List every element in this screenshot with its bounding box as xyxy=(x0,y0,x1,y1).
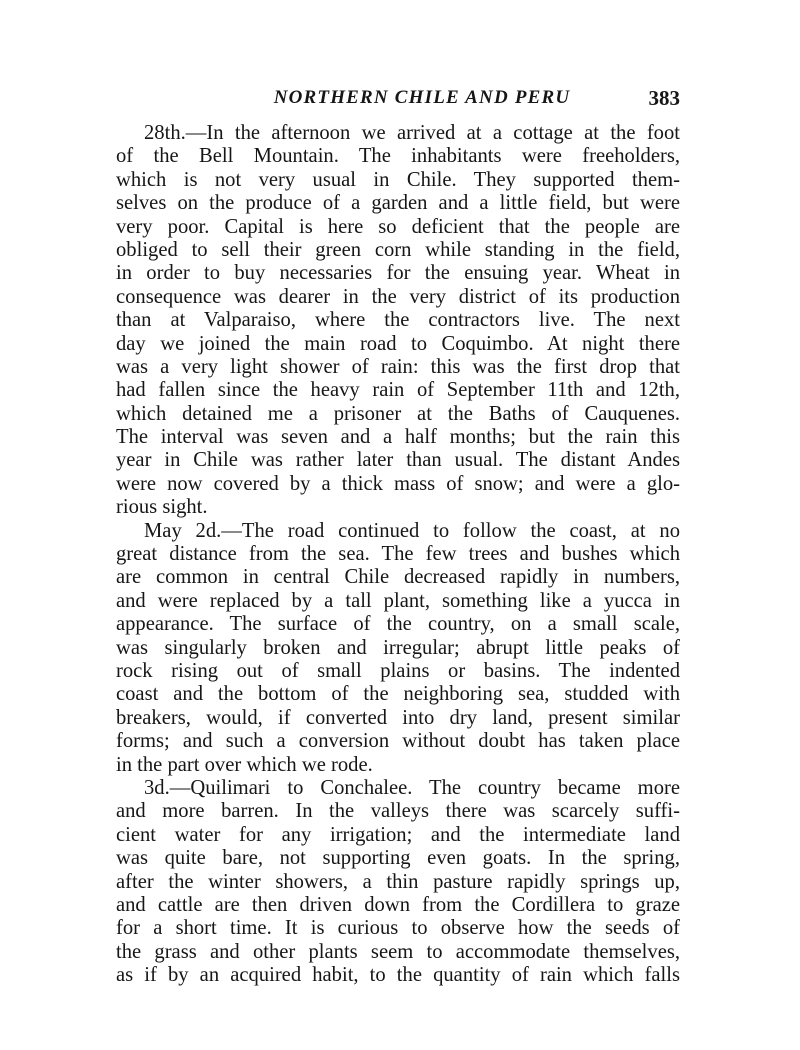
text-line: as if by an acquired habit, to the quantity of rain which falls xyxy=(116,964,680,987)
text-line: May 2d.—The road continued to follow the coast, at no xyxy=(144,519,680,542)
text-line: and more barren. In the valleys there was scarcely suffi- xyxy=(116,800,680,823)
text-line: was quite bare, not supporting even goats. In the spring, xyxy=(116,847,680,870)
text-line: after the winter showers, a thin pasture rapidly springs up, xyxy=(116,870,680,893)
text-line: are common in central Chile decreased rapidly in numbers, xyxy=(116,566,680,589)
text-line: rious sight. xyxy=(116,496,208,519)
text-line: in the part over which we rode. xyxy=(116,753,373,776)
text-line: The interval was seven and a half months; but the rain this xyxy=(116,426,680,449)
text-line: had fallen since the heavy rain of September 11th and 12th, xyxy=(116,379,680,402)
text-line: great distance from the sea. The few trees and bushes which xyxy=(116,543,680,566)
text-line: which detained me a prisoner at the Baths of Cauquenes. xyxy=(116,402,680,425)
text-line: of the Bell Mountain. The inhabitants were freeholders, xyxy=(116,145,680,168)
text-line: year in Chile was rather later than usual. The distant Andes xyxy=(116,449,680,472)
text-line: and cattle are then driven down from the Cordillera to graze xyxy=(116,893,680,916)
text-line: cient water for any irrigation; and the intermediate land xyxy=(116,823,680,846)
text-line: coast and the bottom of the neighboring sea, studded with xyxy=(116,683,680,706)
text-line: was a very light shower of rain: this was the first drop that xyxy=(116,355,680,378)
text-line: 28th.—In the afternoon we arrived at a cottage at the foot xyxy=(144,122,680,144)
text-line: 3d.—Quilimari to Conchalee. The country became more xyxy=(144,776,680,799)
text-line: in order to buy necessaries for the ensuing year. Wheat in xyxy=(116,262,680,285)
text-line: were now covered by a thick mass of snow; and were a glo- xyxy=(116,472,680,495)
running-head xyxy=(116,86,680,116)
text-line: selves on the produce of a garden and a little field, but were xyxy=(116,192,680,215)
text-line: very poor. Capital is here so deficient that the people are xyxy=(116,215,680,238)
text-line: consequence was dearer in the very district of its production xyxy=(116,285,680,308)
text-line: breakers, would, if converted into dry land, present similar xyxy=(116,706,680,729)
text-line: forms; and such a conversion without doubt has taken place xyxy=(116,730,680,753)
text-line: than at Valparaiso, where the contractors live. The next xyxy=(116,309,680,332)
running-title: NORTHERN CHILE AND PERU xyxy=(273,87,571,108)
text-line: for a short time. It is curious to observe how the seeds of xyxy=(116,917,680,940)
body-text xyxy=(116,122,680,987)
page-number: 383 xyxy=(648,86,680,110)
text-line: the grass and other plants seem to accommodate themselves, xyxy=(116,940,680,963)
text-line: and were replaced by a tall plant, something like a yucca in xyxy=(116,589,680,612)
text-line: appearance. The surface of the country, on a small scale, xyxy=(116,613,680,636)
text-line: day we joined the main road to Coquimbo. At night there xyxy=(116,332,680,355)
text-line: rock rising out of small plains or basins. The indented xyxy=(116,659,680,682)
text-line: obliged to sell their green corn while standing in the field, xyxy=(116,238,680,261)
text-line: which is not very usual in Chile. They supported them- xyxy=(116,168,680,191)
text-line: was singularly broken and irregular; abrupt little peaks of xyxy=(116,636,680,659)
